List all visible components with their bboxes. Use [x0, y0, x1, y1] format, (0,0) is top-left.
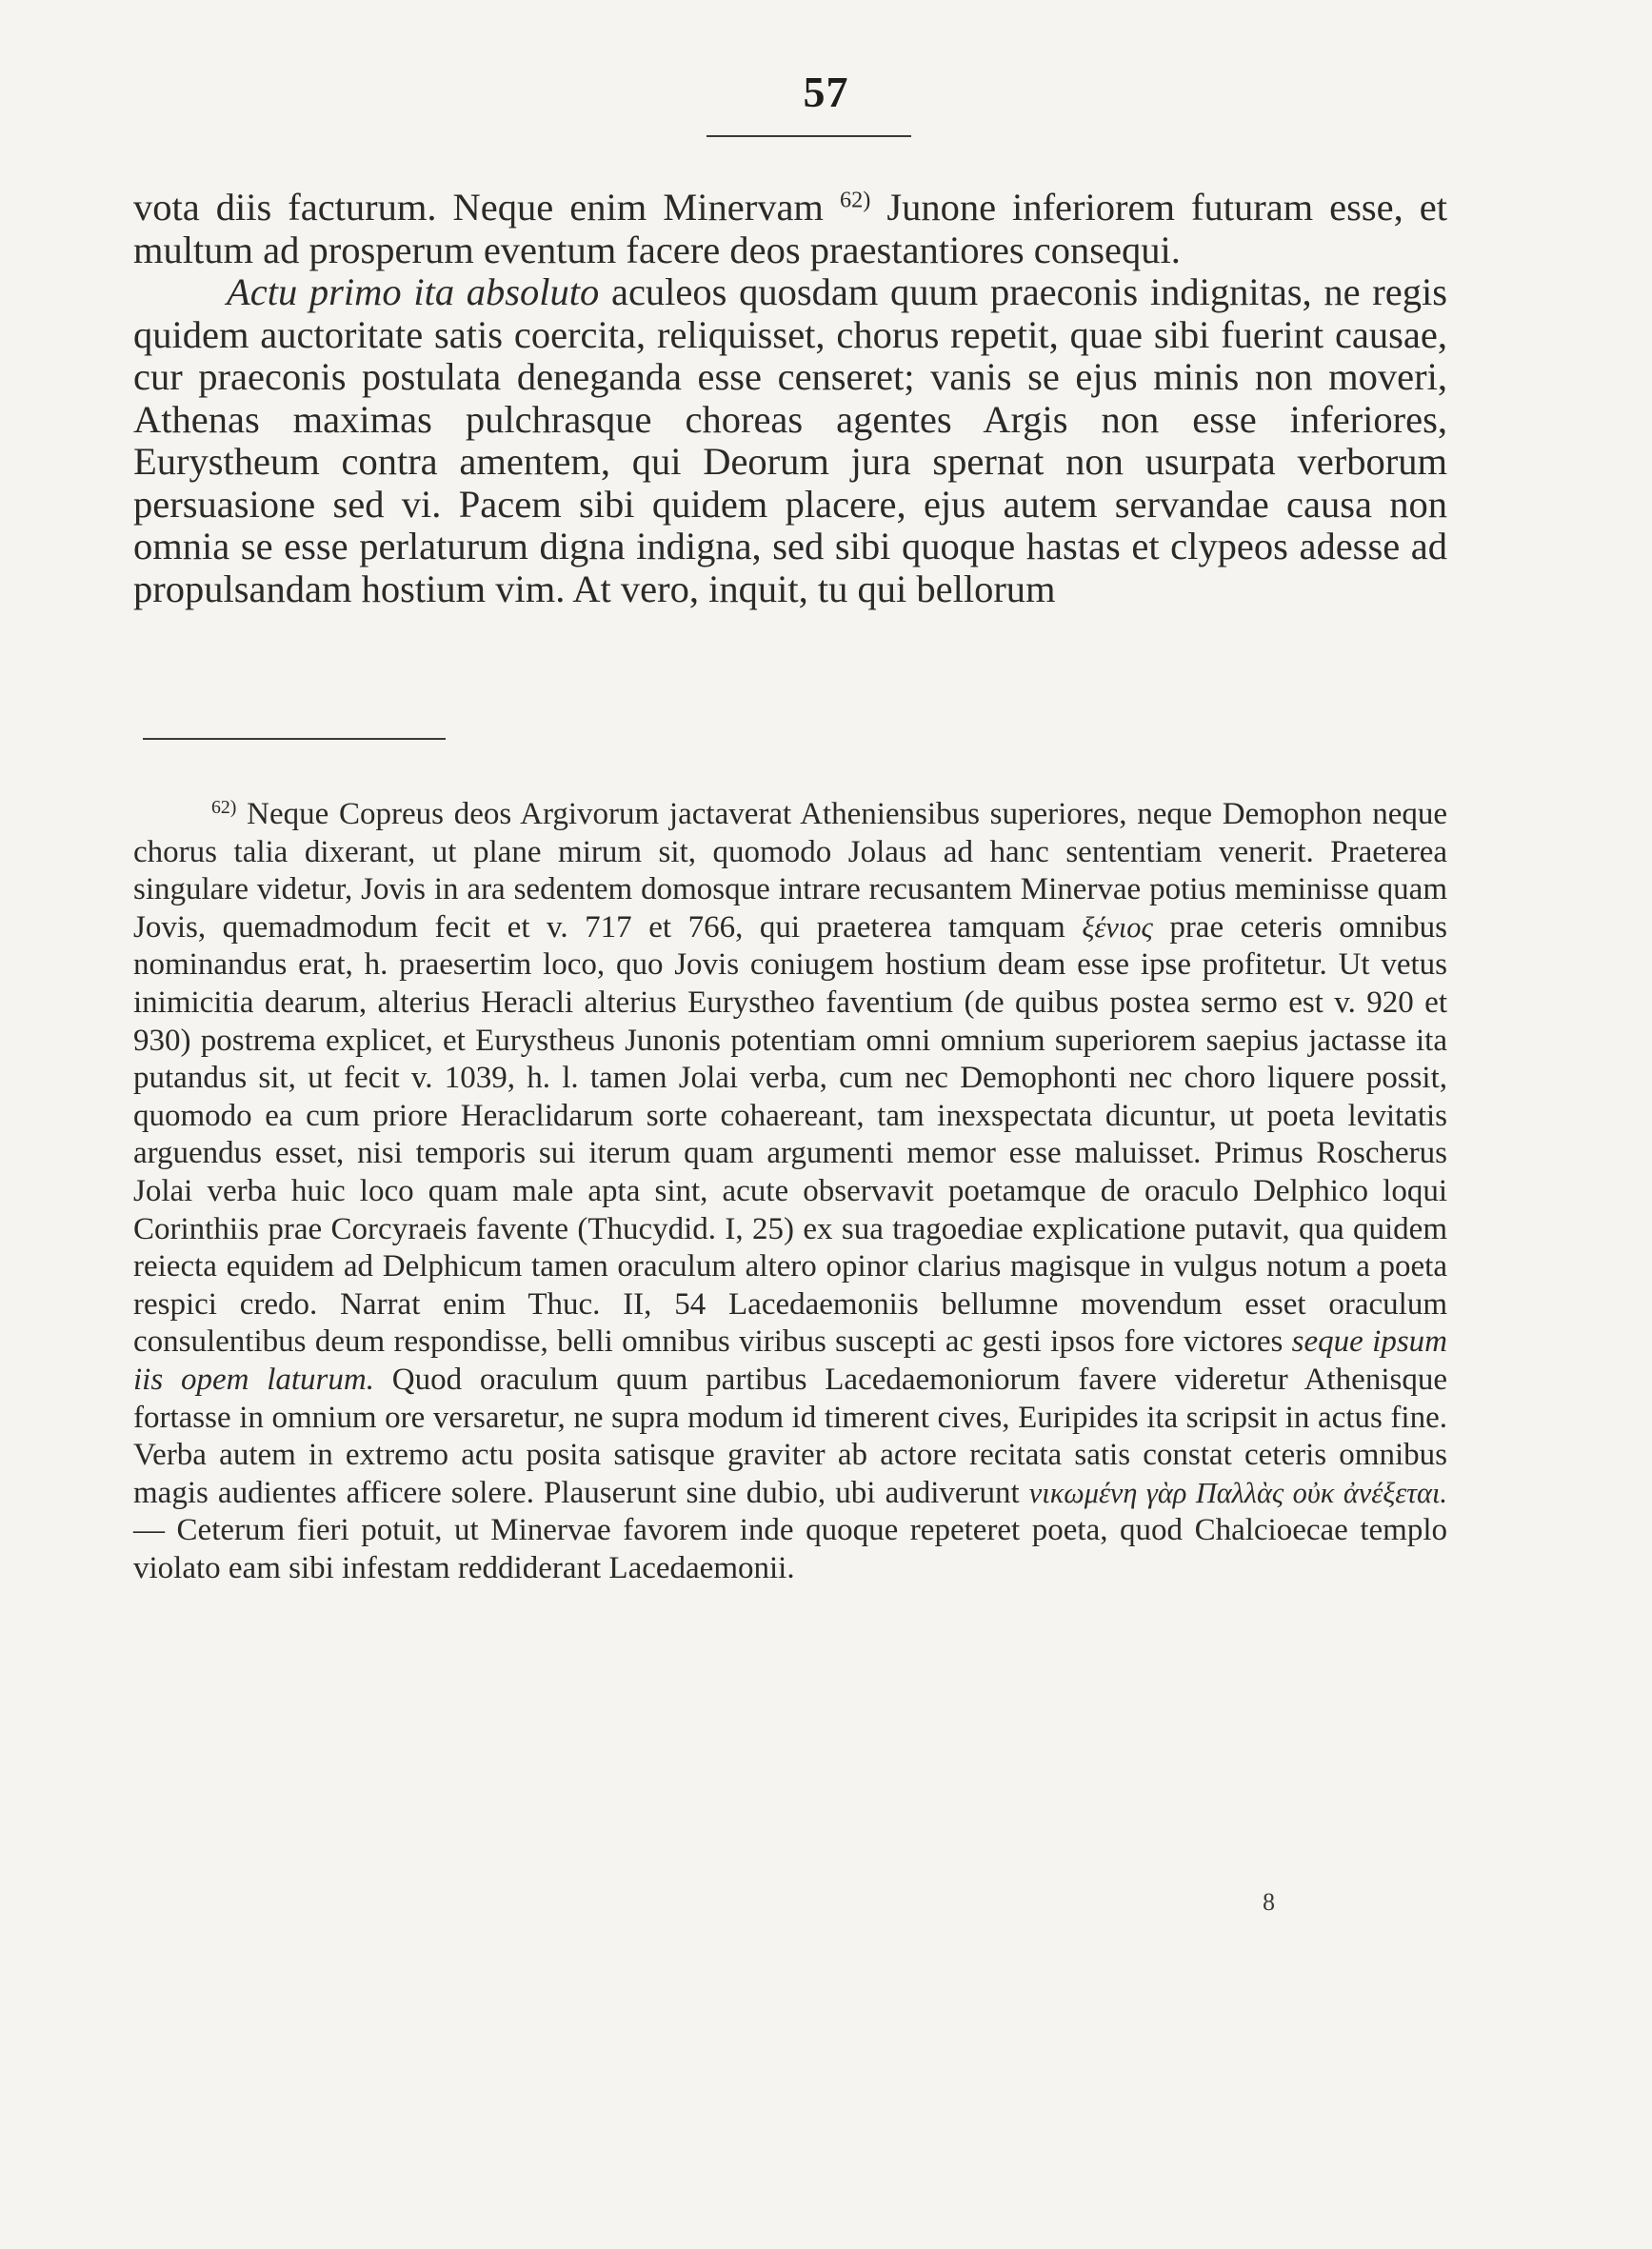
footnote-rule — [143, 738, 446, 740]
page-number: 57 — [803, 68, 849, 116]
main-text — [133, 187, 1447, 610]
greek-word-xenios: ξένιος — [1082, 910, 1153, 944]
paragraph-2 — [133, 271, 1447, 610]
footnote-ref-62: 62) — [839, 187, 871, 213]
printer-signature: 8 — [1263, 1888, 1275, 1916]
paragraph-2-text: aculeos quosdam quum praeconis indignitas, ne regis quidem auctoritate satis coercita, reliquisset, chorus repetit, quae sibi fuerint causae, cur praeconis postulata deneganda esse censeret; vanis se ejus minis non moveri, Athenas maximas pulchrasque choreas agentes Argis non esse inferiores, Eurystheum contra amentem, qui Deorum jura spernat non usurpata verborum persuasione sed vi. Pacem sibi quidem placere, ejus autem servandae causa non omnia se esse perlaturum digna indigna, sed sibi quoque hastas et clypeos adesse ad propulsandam hostium vim. At vero, inquit, tu qui bellorum — [133, 270, 1447, 610]
footnotes — [133, 796, 1447, 1587]
header-rule — [707, 135, 911, 137]
footnote-text-c: Quod oraculum quum partibus Lacedaemoniorum favere videretur Athenisque fortasse in omnium ore versaretur, ne supra modum id timerent cives, Euripides ita scripsit in actus fine. Verba autem in extremo actu posita satisque graviter ab actore recitata satis constat ceteris omnibus magis audientes afficere solere. Plauserunt sine dubio, ubi audiverunt — [133, 1362, 1447, 1510]
footnote-italic-quote: seque ipsum iis opem laturum. — [133, 1324, 1448, 1397]
footnote-text-b: prae ceteris omnibus nominandus erat, h. praesertim loco, quo Jovis coniugem hostium deam esse ipse profitetur. Ut vetus inimicitia dearum, alterius Heracli alterius Eurystheo faventium (de quibus postea sermo est v. 920 et 930) postrema explicet, et Eurystheus Junonis potentiam omni omnium superiorem saepius jactasse ita putandus sit, ut fecit v. 1039, h. l. tamen Jolai verba, cum nec Demophonti nec choro liquere possit, quomodo ea cum priore Heraclidarum sorte cohaereant, tam inexspectata dicuntur, ut poeta levitatis arguendus esset, nisi temporis sui iterum quam argumenti memor esse maluisset. Primus Roscherus Jolai verba huic loco quam male apta sint, acute observavit poetamque de oraculo Delphico loqui Corinthiis prae Corcyraeis favente (Thucydid. I, 25) ex sua tragoediae explicatione putavit, qua quidem reiecta equidem ad Delphicum tamen oraculum altero opinor clarius magisque in vulgus notum a poeta respici credo. Narrat enim Thuc. II, 54 Lacedaemoniis bellumne movendum esset oraculum consulentibus deum respondisse, belli omnibus viribus suscepti ac gesti ipsos fore victores — [133, 909, 1447, 1360]
footnote-text-d: — Ceterum fieri potuit, ut Minervae favorem inde quoque repeteret poeta, quod Chalcioecae templo violato eam sibi infestam reddiderant Lacedaemonii. — [133, 1513, 1447, 1585]
footnote-marker: 62) — [211, 797, 237, 819]
footnote-62 — [133, 796, 1447, 1587]
paragraph-1-text-b: Junone inferiorem futuram esse, et multum ad prosperum eventum facere deos praestantiores consequi. — [133, 186, 1448, 271]
paragraph-1 — [133, 187, 1447, 271]
greek-quote: νικωμένη γὰρ Παλλὰς οὐκ ἀνέξεται. — [1028, 1476, 1447, 1509]
paragraph-2-italic-lead: Actu primo ita absoluto — [227, 270, 600, 313]
footnote-text-a: Neque Copreus deos Argivorum jactaverat Atheniensibus superiores, neque Demophon neque chorus talia dixerant, ut plane mirum sit, quomodo Jolaus ad hanc sententiam venerit. Praeterea singulare videtur, Jovis in ara sedentem domosque intrare recusantem Minervae potius meminisse quam Jovis, quemadmodum fecit et v. 717 et 766, qui praeterea tamquam — [133, 797, 1447, 945]
paragraph-1-text-a: vota diis facturum. Neque enim Minervam — [133, 186, 840, 229]
